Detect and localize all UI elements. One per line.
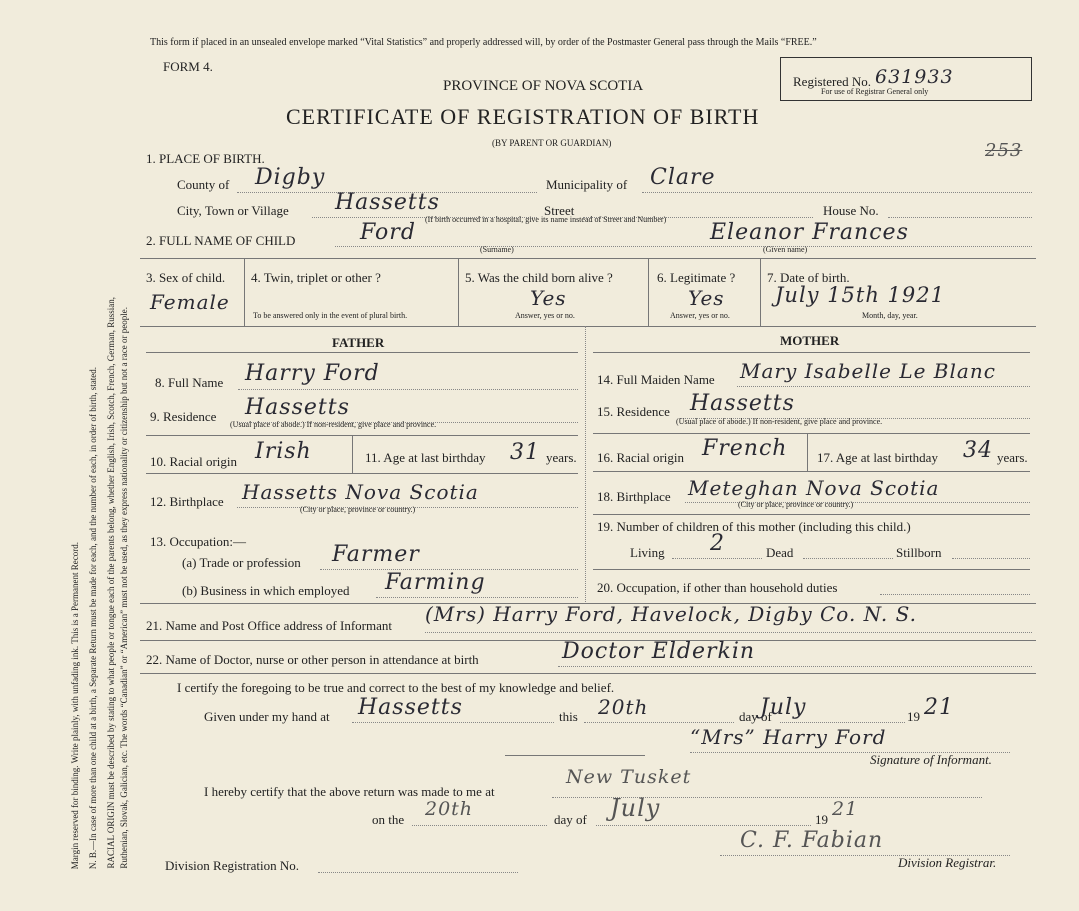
legitimate-caption: Answer, yes or no. [670, 311, 730, 320]
mother-birthplace: Meteghan Nova Scotia [688, 476, 940, 500]
legitimate-value: Yes [688, 286, 725, 310]
surname-caption: (Surname) [480, 245, 514, 254]
mother-occupation-label: 20. Occupation, if other than household duties [597, 580, 838, 595]
postal-notice: This form if placed in an unsealed envelope marked “Vital Statistics” and properly addressed will, by order of the Postmaster General pass through the Mails “FREE.” [150, 37, 817, 48]
child-surname: Ford [360, 220, 416, 245]
living-value: 2 [710, 531, 725, 556]
father-name: Harry Ford [245, 361, 380, 386]
corner-number: 253 [985, 140, 1023, 161]
business-label: (b) Business in which employed [182, 583, 350, 598]
year-prefix-2: 19 [815, 812, 828, 827]
stillborn-label: Stillborn [896, 545, 942, 560]
child-given-name: Eleanor Frances [710, 220, 909, 245]
county-label: County of [177, 177, 230, 192]
mother-name-label: 14. Full Maiden Name [597, 372, 715, 387]
father-residence-label: 9. Residence [150, 409, 217, 424]
place-section-label: 1. PLACE OF BIRTH. [146, 151, 265, 166]
alive-value: Yes [530, 286, 567, 310]
certificate-title: CERTIFICATE OF REGISTRATION OF BIRTH [286, 104, 760, 129]
province-heading: PROVINCE OF NOVA SCOTIA [443, 78, 644, 94]
margin-note-3: RACIAL ORIGIN must be described by stating to what people or tongue each of the parents belong, whether English, Irish, Scotch, French, German, Russian, [106, 297, 116, 869]
given-day: 20th [598, 695, 649, 719]
father-residence: Hassetts [245, 395, 350, 420]
doctor-value: Doctor Elderkin [562, 639, 756, 664]
trade-value: Farmer [332, 542, 420, 567]
margin-note-4: Ruthenian, Slovak, Galician, etc. The words “Canadian” or “American” must not be used, as they express nationality or citizenship but not a race or people. [119, 307, 129, 869]
mother-residence: Hassetts [690, 391, 795, 416]
made-year: 21 [832, 798, 859, 820]
living-label: Living [630, 545, 665, 560]
made-month: July [610, 794, 661, 822]
division-registration-label: Division Registration No. [165, 858, 299, 873]
given-month: July [760, 695, 807, 720]
day-of-label-2: day of [554, 812, 587, 827]
twin-label: 4. Twin, triplet or other ? [251, 270, 381, 285]
given-place: Hassetts [358, 695, 463, 720]
mother-racial-label: 16. Racial origin [597, 450, 685, 465]
hospital-note: (If birth occurred in a hospital, give its name instead of Street and Number) [425, 215, 667, 224]
twin-note: To be answered only in the event of plural birth. [253, 311, 408, 320]
father-birthplace: Hassetts Nova Scotia [242, 480, 479, 504]
father-years: years. [546, 450, 577, 465]
father-birthplace-label: 12. Birthplace [150, 494, 224, 509]
father-birthplace-note: (City or place, province or country.) [300, 505, 416, 514]
certificate-subtitle: (BY PARENT OR GUARDIAN) [492, 138, 612, 148]
margin-note-1: Margin reserved for binding. Write plainly, with unfading ink. This is a Permanent Record. [70, 541, 80, 869]
mother-birthplace-note: (City or place, province or country.) [738, 500, 854, 509]
mother-residence-label: 15. Residence [597, 404, 670, 419]
occupation-label: 13. Occupation:— [150, 534, 247, 549]
this-label: this [559, 709, 578, 724]
registration-box [780, 57, 1032, 101]
binding-margin [0, 0, 140, 911]
doctor-label: 22. Name of Doctor, nurse or other person in attendance at birth [146, 652, 479, 667]
father-heading: FATHER [332, 335, 385, 350]
registrar-signature: C. F. Fabian [740, 828, 884, 853]
municipality-label: Municipality of [546, 177, 628, 192]
father-racial-label: 10. Racial origin [150, 454, 238, 469]
margin-note-2: N. B.—In case of more than one child at a birth, a Separate Return must be made for each, and the number of each, in order of birth, stated. [88, 366, 98, 869]
dead-label: Dead [766, 545, 794, 560]
registered-number: 631933 [875, 66, 954, 88]
mother-years: years. [997, 450, 1028, 465]
father-age: 31 [510, 440, 540, 465]
registrar-caption: Division Registrar. [898, 855, 997, 870]
city-value: Hassetts [335, 190, 440, 215]
father-age-label: 11. Age at last birthday [365, 450, 486, 465]
children-label: 19. Number of children of this mother (including this child.) [597, 519, 911, 534]
municipality-value: Clare [650, 165, 716, 190]
informant-label: 21. Name and Post Office address of Informant [146, 618, 392, 633]
made-at-place: New Tusket [566, 766, 692, 788]
given-year: 21 [924, 695, 954, 720]
mother-age-label: 17. Age at last birthday [817, 450, 938, 465]
mother-racial: French [702, 436, 788, 461]
given-under-label: Given under my hand at [204, 709, 330, 724]
year-prefix: 19 [907, 709, 920, 724]
sex-value: Female [150, 290, 230, 314]
child-name-label: 2. FULL NAME OF CHILD [146, 233, 296, 248]
signature-caption: Signature of Informant. [870, 752, 992, 767]
legitimate-label: 6. Legitimate ? [657, 270, 736, 285]
dob-caption: Month, day, year. [862, 311, 918, 320]
form-number: FORM 4. [163, 59, 213, 74]
dob-label: 7. Date of birth. [767, 270, 850, 285]
hereby-statement: I hereby certify that the above return was made to me at [204, 784, 495, 799]
alive-caption: Answer, yes or no. [515, 311, 575, 320]
father-racial: Irish [255, 439, 312, 464]
registered-label: Registered No. [793, 74, 871, 89]
alive-label: 5. Was the child born alive ? [465, 270, 613, 285]
mother-name: Mary Isabelle Le Blanc [740, 359, 996, 383]
mother-heading: MOTHER [780, 333, 840, 348]
registrar-use-note: For use of Registrar General only [821, 87, 929, 96]
mother-age: 34 [963, 438, 993, 463]
dob-value: July 15th 1921 [775, 283, 946, 307]
certify-statement: I certify the foregoing to be true and correct to the best of my knowledge and belief. [177, 680, 615, 695]
mother-residence-note: (Usual place of abode.) If non-resident, give place and province. [676, 417, 883, 426]
county-value: Digby [255, 165, 326, 190]
informant-value: (Mrs) Harry Ford, Havelock, Digby Co. N. S. [425, 602, 917, 626]
sex-label: 3. Sex of child. [146, 270, 226, 285]
house-label: House No. [823, 203, 879, 218]
father-residence-note: (Usual place of abode.) If non-resident, give place and province. [230, 420, 437, 429]
trade-label: (a) Trade or profession [182, 555, 301, 570]
informant-signature: “Mrs” Harry Ford [690, 725, 887, 749]
given-caption: (Given name) [763, 245, 808, 254]
father-name-label: 8. Full Name [155, 375, 224, 390]
city-label: City, Town or Village [177, 203, 289, 218]
day-of-label: day of [739, 709, 772, 724]
made-day: 20th [425, 798, 474, 820]
street-label: Street [544, 203, 575, 218]
mother-birthplace-label: 18. Birthplace [597, 489, 671, 504]
on-the-label: on the [372, 812, 405, 827]
business-value: Farming [385, 570, 486, 595]
